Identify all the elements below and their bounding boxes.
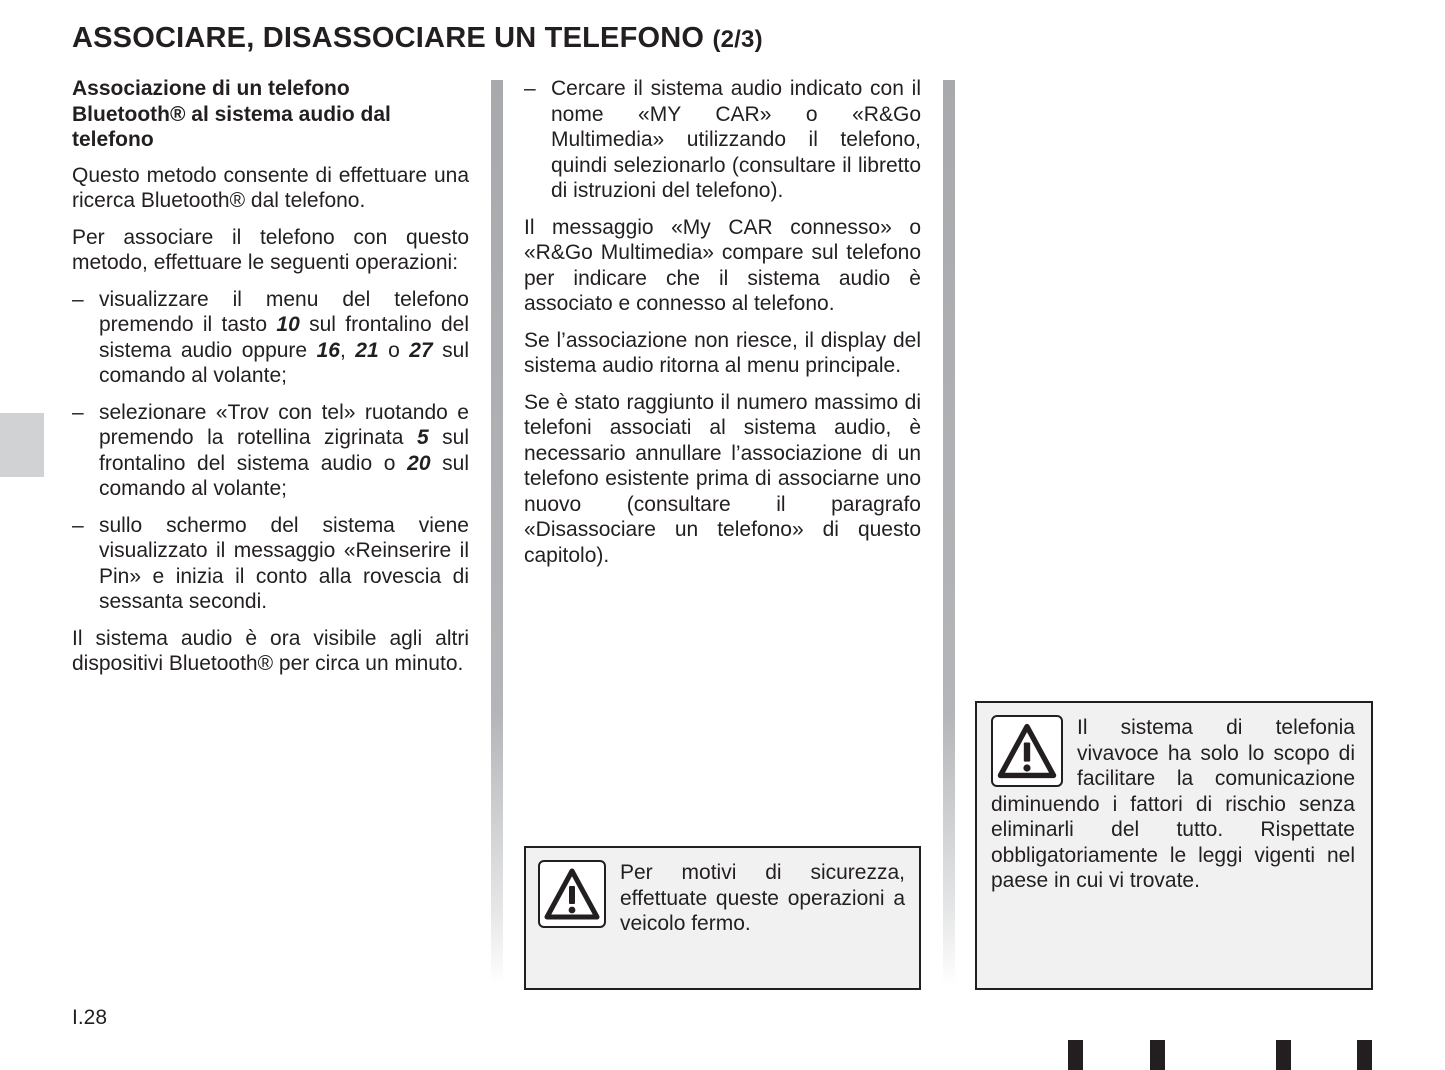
failure-paragraph: Se l’associazione non riesce, il display del sistema audio ritorna al menu principale.: [524, 328, 921, 377]
column-divider-right: [943, 80, 955, 985]
chapter-tab: [0, 413, 44, 477]
safety-warning-box: [524, 846, 921, 990]
step-list-item: – Cercare il sistema audio indicato con il nome «MY CAR» o «R&Go Multimedia» utilizzando il telefono, quindi selezionarlo (consultare il libretto di istruzioni del telefono).: [524, 76, 921, 204]
step-list-item: – visualizzare il menu del telefono premendo il tasto 10 sul frontalino del sistema audio oppure 16, 21 o 27 sul comando al volante;: [72, 287, 469, 389]
button-ref: 16: [316, 338, 340, 362]
button-ref: 5: [416, 426, 429, 449]
section-heading: Associazione di un telefono Bluetooth® al sistema audio dal telefono: [72, 77, 391, 151]
step-list-item: – selezionare «Trov con tel» ruotando e premendo la rotellina zigrinata 5 sul frontalino del sistema audio o 20 sul comando al volante;: [72, 400, 469, 502]
button-ref: 21: [355, 338, 379, 362]
column-divider-left: [491, 80, 503, 985]
safety-warning-text: Per motivi di sicurezza, effettuate queste operazioni a veicolo fermo.: [620, 861, 905, 935]
warning-triangle-icon: [538, 860, 606, 928]
page-number: I.28: [72, 1006, 108, 1029]
method-paragraph: Per associare il telefono con questo metodo, effettuare le seguenti operazioni:: [72, 225, 469, 274]
visibility-paragraph: Il sistema audio è ora visibile agli altri dispositivi Bluetooth® per circa un minuto.: [72, 626, 469, 675]
button-ref: 10: [276, 313, 300, 336]
column-1: [72, 76, 469, 688]
print-marker: [1276, 1040, 1291, 1070]
title-part: (2/3): [712, 26, 763, 53]
handsfree-warning-text: Il sistema di telefonia vivavoce ha solo lo scopo di facilitare la comunicazione diminuendo i fattori di rischio senza eliminarli del tutto. Rispettate obbligatoriamente le leggi vigenti nel paese in cui vi trovate.: [991, 716, 1355, 892]
print-marker: [1150, 1040, 1165, 1070]
max-phones-paragraph: Se è stato raggiunto il numero massimo di telefoni associati al sistema audio, è necessario annullare l’associazione di un telefono esistente prima di associarne uno nuovo (consultare il paragrafo «Disassociare un telefono» di questo capitolo).: [524, 390, 921, 567]
handsfree-warning-box: [975, 701, 1373, 990]
print-marker: [1068, 1040, 1083, 1070]
column-2: [524, 76, 921, 579]
warning-triangle-icon: [991, 715, 1063, 787]
page-title: [72, 22, 763, 55]
button-ref: 27: [409, 338, 433, 362]
intro-paragraph: Questo metodo consente di effettuare una ricerca Bluetooth® dal telefono.: [72, 163, 469, 212]
button-ref: 20: [407, 451, 431, 475]
title-text: ASSOCIARE, DISASSOCIARE UN TELEFONO: [72, 22, 705, 54]
print-marker: [1357, 1040, 1372, 1070]
step-list-item: – sullo schermo del sistema viene visualizzato il messaggio «Reinserire il Pin» e inizia il conto alla rovescia di sessanta secondi.: [72, 513, 469, 615]
connected-paragraph: Il messaggio «My CAR connesso» o «R&Go Multimedia» compare sul telefono per indicare che il sistema audio è associato e connesso al telefono.: [524, 215, 921, 315]
